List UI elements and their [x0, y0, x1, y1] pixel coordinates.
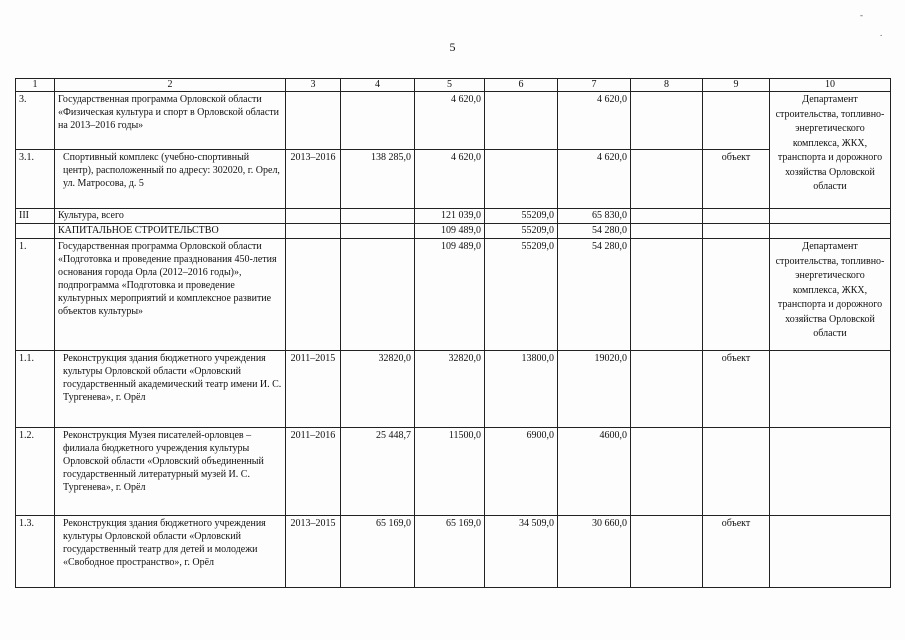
value-cell	[631, 351, 703, 428]
value-cell: 54 280,0	[558, 239, 631, 351]
value-cell: 65 169,0	[415, 516, 485, 588]
value-cell: 32820,0	[341, 351, 415, 428]
responsible-department	[770, 224, 891, 239]
scan-mark: .	[880, 28, 883, 38]
responsible-department: Департамент строительства, топливно-энергетического комплекса, ЖКХ, транспорта и дорожного хозяйства Орловской области	[770, 239, 891, 351]
header-cell: 4	[341, 79, 415, 92]
unit-cell: объект	[703, 516, 770, 588]
value-cell	[485, 92, 558, 150]
responsible-department	[770, 351, 891, 428]
table-row	[16, 516, 891, 588]
header-cell: 2	[55, 79, 286, 92]
value-cell	[485, 150, 558, 209]
header-cell: 3	[286, 79, 341, 92]
value-cell	[631, 224, 703, 239]
value-cell: 55209,0	[485, 239, 558, 351]
header-cell: 6	[485, 79, 558, 92]
page-number: 5	[449, 40, 456, 54]
value-cell	[631, 209, 703, 224]
value-cell: 32820,0	[415, 351, 485, 428]
value-cell: 65 830,0	[558, 209, 631, 224]
value-cell: 109 489,0	[415, 224, 485, 239]
table-row	[16, 428, 891, 516]
value-cell: 25 448,7	[341, 428, 415, 516]
row-number: 1.	[16, 239, 55, 351]
value-cell: 4 620,0	[415, 92, 485, 150]
value-cell: 121 039,0	[415, 209, 485, 224]
value-cell: 13800,0	[485, 351, 558, 428]
value-cell: 55209,0	[485, 224, 558, 239]
value-cell: 55209,0	[485, 209, 558, 224]
row-number	[16, 224, 55, 239]
item-name: Государственная программа Орловской области «Подготовка и проведение празднования 450-летия основания города Орла (2012–2016 годы)», подпрограмма «Подготовка и проведение культурных мероприятий и комплексное развитие объектов культуры»	[55, 239, 286, 351]
unit-cell: объект	[703, 351, 770, 428]
header-cell: 10	[770, 79, 891, 92]
header-cell: 9	[703, 79, 770, 92]
value-cell: 4 620,0	[415, 150, 485, 209]
responsible-department	[770, 428, 891, 516]
value-cell: 4 620,0	[558, 150, 631, 209]
period-cell	[286, 239, 341, 351]
value-cell: 30 660,0	[558, 516, 631, 588]
item-name: Реконструкция Музея писателей-орловцев – филиала бюджетного учреждения культуры Орловской области «Орловский объединенный государственный литературный музей И. С. Тургенева», г. Орёл	[55, 428, 286, 516]
value-cell: 4 620,0	[558, 92, 631, 150]
unit-cell	[703, 224, 770, 239]
table-row	[16, 209, 891, 224]
period-cell	[286, 209, 341, 224]
table-row	[16, 224, 891, 239]
item-name: Спортивный комплекс (учебно-спортивный центр), расположенный по адресу: 302020, г. Орел, ул. Матросова, д. 5	[55, 150, 286, 209]
row-number: 3.1.	[16, 150, 55, 209]
item-name: Государственная программа Орловской области «Физическая культура и спорт в Орловской области на 2013–2016 годы»	[55, 92, 286, 150]
unit-cell	[703, 239, 770, 351]
budget-table	[15, 78, 891, 588]
value-cell: 138 285,0	[341, 150, 415, 209]
value-cell: 109 489,0	[415, 239, 485, 351]
value-cell: 34 509,0	[485, 516, 558, 588]
item-name: Реконструкция здания бюджетного учреждения культуры Орловской области «Орловский государственный академический театр имени И. С. Тургенева», г. Орёл	[55, 351, 286, 428]
row-number: 1.2.	[16, 428, 55, 516]
period-cell: 2011–2016	[286, 428, 341, 516]
responsible-department	[770, 209, 891, 224]
value-cell: 65 169,0	[341, 516, 415, 588]
value-cell: 4600,0	[558, 428, 631, 516]
period-cell: 2011–2015	[286, 351, 341, 428]
value-cell	[631, 239, 703, 351]
item-name: Культура, всего	[55, 209, 286, 224]
value-cell	[631, 516, 703, 588]
value-cell	[631, 150, 703, 209]
table-row	[16, 92, 891, 150]
table-row	[16, 150, 891, 209]
unit-cell	[703, 428, 770, 516]
table-row	[16, 351, 891, 428]
value-cell	[341, 209, 415, 224]
value-cell: 11500,0	[415, 428, 485, 516]
header-cell: 8	[631, 79, 703, 92]
period-cell: 2013–2016	[286, 150, 341, 209]
period-cell	[286, 92, 341, 150]
header-cell: 5	[415, 79, 485, 92]
scan-mark: -	[860, 10, 863, 20]
item-name: КАПИТАЛЬНОЕ СТРОИТЕЛЬСТВО	[55, 224, 286, 239]
responsible-department: Департамент строительства, топливно-энергетического комплекса, ЖКХ, транспорта и дорожного хозяйства Орловской области	[770, 92, 891, 209]
header-cell: 7	[558, 79, 631, 92]
header-cell: 1	[16, 79, 55, 92]
row-number: 3.	[16, 92, 55, 150]
value-cell	[631, 92, 703, 150]
row-number: III	[16, 209, 55, 224]
item-name: Реконструкция здания бюджетного учреждения культуры Орловской области «Орловский государственный театр для детей и молодежи «Свободное пространство», г. Орёл	[55, 516, 286, 588]
unit-cell	[703, 209, 770, 224]
row-number: 1.1.	[16, 351, 55, 428]
value-cell: 6900,0	[485, 428, 558, 516]
value-cell	[341, 224, 415, 239]
responsible-department	[770, 516, 891, 588]
value-cell: 19020,0	[558, 351, 631, 428]
value-cell: 54 280,0	[558, 224, 631, 239]
period-cell: 2013–2015	[286, 516, 341, 588]
unit-cell: объект	[703, 150, 770, 209]
value-cell	[631, 428, 703, 516]
value-cell	[341, 92, 415, 150]
value-cell	[341, 239, 415, 351]
header-row	[16, 79, 891, 92]
table-row	[16, 239, 891, 351]
unit-cell	[703, 92, 770, 150]
period-cell	[286, 224, 341, 239]
row-number: 1.3.	[16, 516, 55, 588]
